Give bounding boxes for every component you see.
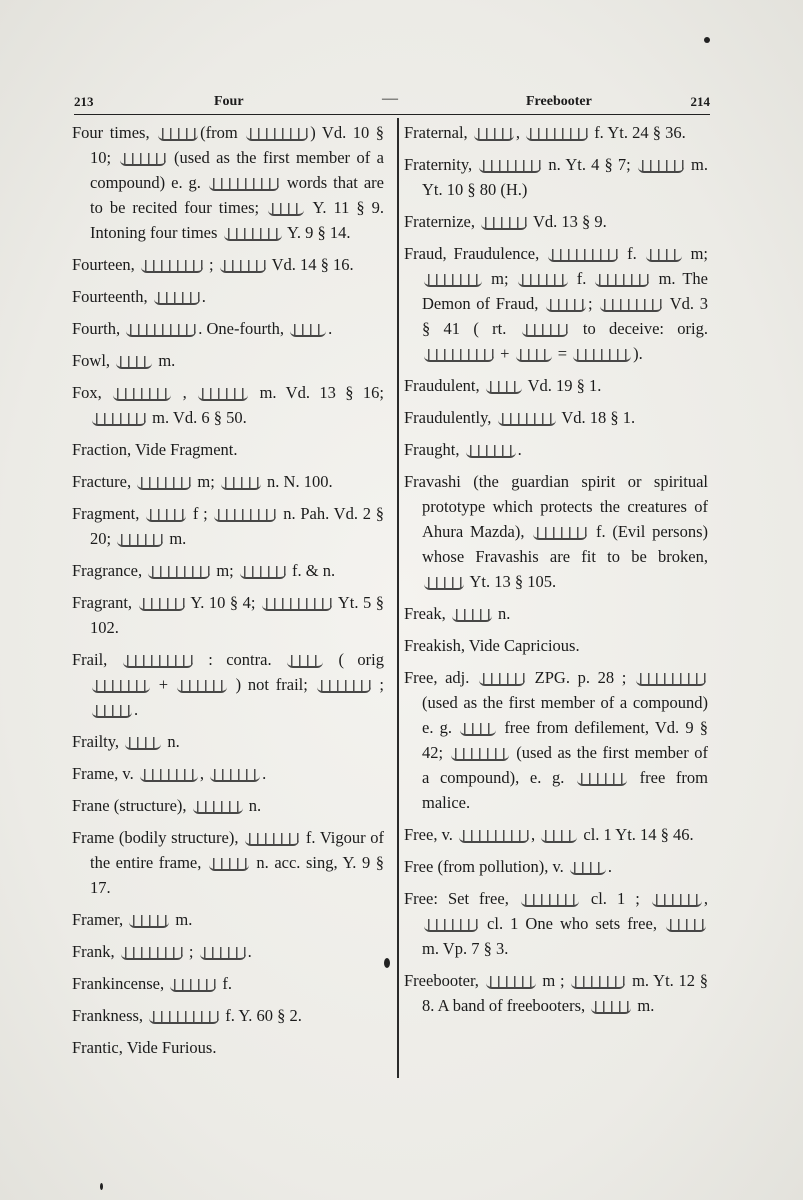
- entry-text: Frankincense,: [72, 974, 169, 993]
- entry-text: +: [496, 344, 514, 363]
- entry-text: Frantic, Vide Furious.: [72, 1038, 217, 1057]
- avestan-script-word: [666, 919, 706, 932]
- entry-text: Vd. 14 § 16.: [267, 255, 354, 274]
- entry-text: (used as the first member of a compound), e. g.: [422, 743, 708, 787]
- avestan-script-word: [137, 477, 191, 490]
- avestan-script-word: [521, 894, 579, 907]
- dictionary-entry: [404, 665, 708, 815]
- entry-text: Fragment,: [72, 504, 145, 523]
- entry-text: .: [262, 764, 267, 783]
- entry-text: Frankness,: [72, 1006, 148, 1025]
- avestan-script-word: [591, 1001, 631, 1014]
- entry-text: Y. 9 § 14.: [283, 223, 351, 242]
- avestan-script-word: [262, 598, 332, 611]
- entry-text: Fraud, Fraudulence,: [404, 244, 547, 263]
- entry-text: to deceive: orig.: [569, 319, 708, 338]
- entry-text: ) Vd. 10 § 10;: [90, 123, 384, 167]
- dictionary-entry: [404, 822, 708, 847]
- entry-text: .: [134, 700, 139, 719]
- entry-text: . One-fourth,: [198, 319, 289, 338]
- dictionary-entry: [72, 590, 384, 640]
- entry-text: m. The Demon of Fraud,: [422, 269, 708, 313]
- entry-text: m;: [193, 472, 219, 491]
- dictionary-entry: [72, 1003, 384, 1028]
- avestan-script-word: [287, 655, 323, 668]
- entry-text: n. Yt. 4 § 7;: [543, 155, 636, 174]
- entry-text: Frame (bodily structure),: [72, 828, 244, 847]
- entry-text: ) not frail;: [228, 675, 315, 694]
- entry-text: f. Vigour of the entire frame,: [90, 828, 384, 872]
- page-number-right: 214: [690, 94, 710, 109]
- avestan-script-word: [154, 292, 200, 305]
- entry-text: m;: [683, 244, 709, 263]
- entry-text: Fraught,: [404, 440, 464, 459]
- avestan-script-word: [240, 566, 286, 579]
- avestan-script-word: [170, 979, 216, 992]
- avestan-script-word: [486, 381, 522, 394]
- entry-text: Fraternal,: [404, 123, 472, 142]
- avestan-script-word: [158, 128, 198, 141]
- avestan-script-word: [92, 680, 150, 693]
- dictionary-entry: [72, 1035, 384, 1060]
- entry-text: Vd. 3 § 41 ( rt.: [422, 294, 708, 338]
- avestan-script-word: [522, 324, 568, 337]
- avestan-script-word: [198, 388, 248, 401]
- entry-text: Vd. 19 § 1.: [523, 376, 602, 395]
- entry-text: Frame, v.: [72, 764, 138, 783]
- entry-text: f. & n.: [287, 561, 336, 580]
- ink-spot: [100, 1183, 103, 1190]
- entry-text: f ;: [188, 504, 213, 523]
- entry-text: n.: [163, 732, 180, 751]
- avestan-script-word: [141, 260, 203, 273]
- guide-word-left: Four: [214, 94, 244, 109]
- entry-text: ,: [703, 889, 708, 908]
- entry-text: n. N. 100.: [262, 472, 333, 491]
- avestan-script-word: [573, 349, 631, 362]
- avestan-script-word: [451, 748, 509, 761]
- entry-text: ,: [199, 764, 209, 783]
- dictionary-entry: [72, 793, 384, 818]
- dictionary-entry: [404, 601, 708, 626]
- avestan-script-word: [123, 655, 193, 668]
- avestan-script-word: [479, 673, 525, 686]
- entry-text: ( orig: [325, 650, 385, 669]
- dictionary-entry: [404, 405, 708, 430]
- avestan-script-word: [126, 324, 196, 337]
- avestan-script-word: [533, 527, 587, 540]
- entry-text: ).: [633, 344, 643, 363]
- entry-text: ,: [173, 383, 197, 402]
- header-dash: —: [382, 90, 398, 107]
- avestan-script-word: [221, 477, 261, 490]
- avestan-script-word: [459, 830, 529, 843]
- avestan-script-word: [120, 153, 166, 166]
- entry-text: m.: [171, 910, 193, 929]
- entry-text: Fowl,: [72, 351, 115, 370]
- ink-spot: [704, 37, 710, 43]
- entry-text: cl. 1 ;: [580, 889, 650, 908]
- entry-text: m;: [484, 269, 516, 288]
- avestan-script-word: [116, 356, 152, 369]
- avestan-script-word: [571, 976, 625, 989]
- dictionary-entry: [72, 252, 384, 277]
- dictionary-entry: [72, 437, 384, 462]
- entry-text: Freakish, Vide Capricious.: [404, 636, 580, 655]
- entry-text: Frail,: [72, 650, 121, 669]
- dictionary-entry: [404, 373, 708, 398]
- entry-text: m.: [154, 351, 176, 370]
- avestan-script-word: [518, 274, 568, 287]
- dictionary-entry: [72, 469, 384, 494]
- entry-text: Frank,: [72, 942, 119, 961]
- avestan-script-word: [481, 217, 527, 230]
- page-number-left: 213: [74, 94, 94, 109]
- entry-text: m.: [165, 529, 187, 548]
- entry-text: Fragrance,: [72, 561, 147, 580]
- avestan-script-word: [541, 830, 577, 843]
- entry-text: cl. 1 One who sets free,: [480, 914, 664, 933]
- avestan-script-word: [220, 260, 266, 273]
- entry-text: Free (from pollution), v.: [404, 857, 568, 876]
- dictionary-entry: [72, 284, 384, 309]
- entry-text: Fraudulently,: [404, 408, 496, 427]
- entry-text: Freak,: [404, 604, 450, 623]
- avestan-script-word: [193, 801, 243, 814]
- dictionary-entry: [72, 348, 384, 373]
- entry-text: ,: [531, 825, 540, 844]
- ink-spot: [384, 958, 390, 968]
- avestan-script-word: [570, 862, 606, 875]
- dictionary-entry: [404, 854, 708, 879]
- dictionary-entry: [72, 501, 384, 551]
- avestan-script-word: [452, 609, 492, 622]
- dictionary-entry: [72, 761, 384, 786]
- avestan-script-word: [546, 299, 586, 312]
- avestan-script-word: [466, 445, 516, 458]
- avestan-script-word: [424, 919, 478, 932]
- entry-text: Frailty,: [72, 732, 124, 751]
- avestan-script-word: [117, 534, 163, 547]
- entry-text: m.: [633, 996, 655, 1015]
- right-column: [404, 120, 708, 1025]
- entry-text: (used as the first member of a compound) e. g.: [90, 148, 384, 192]
- entry-text: free from defilement, Vd. 9 § 42;: [422, 718, 708, 762]
- dictionary-entry: [404, 120, 708, 145]
- entry-text: +: [152, 675, 175, 694]
- avestan-script-word: [140, 769, 198, 782]
- entry-text: Fox,: [72, 383, 112, 402]
- running-header: [74, 86, 710, 115]
- entry-text: n.: [244, 796, 262, 815]
- entry-text: Fourth,: [72, 319, 125, 338]
- entry-text: Fraction, Vide Fragment.: [72, 440, 238, 459]
- entry-text: .: [607, 857, 613, 876]
- avestan-script-word: [113, 388, 171, 401]
- entry-text: Four times,: [72, 123, 157, 142]
- entry-text: Fraternity,: [404, 155, 478, 174]
- entry-text: .: [247, 942, 252, 961]
- entry-text: m. Vd. 13 § 16;: [250, 383, 384, 402]
- dictionary-entry: [72, 939, 384, 964]
- entry-text: m. Yt. 12 § 8. A band of freebooters,: [422, 971, 709, 1015]
- avestan-script-word: [486, 976, 536, 989]
- entry-text: Vd. 18 § 1.: [557, 408, 636, 427]
- avestan-script-word: [479, 160, 541, 173]
- entry-text: Free, adj.: [404, 668, 478, 687]
- dictionary-entry: [404, 886, 708, 961]
- avestan-script-word: [516, 349, 552, 362]
- avestan-script-word: [129, 915, 169, 928]
- entry-text: Y. 11 § 9. Intoning four times: [90, 198, 384, 242]
- avestan-script-word: [498, 413, 556, 426]
- dictionary-entry: [404, 241, 708, 366]
- dictionary-entry: [404, 152, 708, 202]
- entry-text: m;: [212, 561, 238, 580]
- avestan-script-word: [317, 680, 371, 693]
- entry-text: ;: [372, 675, 384, 694]
- avestan-script-word: [149, 1011, 219, 1024]
- entry-text: (from: [200, 123, 245, 142]
- entry-text: Y. 10 § 4;: [186, 593, 260, 612]
- entry-text: (used as the first member of a compound) e. g.: [422, 693, 708, 737]
- left-column: [72, 120, 384, 1067]
- avestan-script-word: [424, 274, 482, 287]
- entry-text: Yt. 13 § 105.: [466, 572, 557, 591]
- entry-text: Fragrant,: [72, 593, 137, 612]
- dictionary-entry: [72, 316, 384, 341]
- entry-text: Frane (structure),: [72, 796, 191, 815]
- avestan-script-word: [424, 577, 464, 590]
- avestan-script-word: [139, 598, 185, 611]
- avestan-script-word: [646, 249, 682, 262]
- dictionary-entry: [72, 971, 384, 996]
- entry-text: ;: [204, 255, 218, 274]
- entry-text: n. Pah. Vd. 2 § 20;: [90, 504, 384, 548]
- entry-text: f. Y. 60 § 2.: [221, 1006, 302, 1025]
- avestan-script-word: [474, 128, 514, 141]
- entry-text: m. Vp. 7 § 3.: [422, 939, 509, 958]
- entry-text: n. acc. sing, Y. 9 § 17.: [90, 853, 384, 897]
- avestan-script-word: [577, 773, 627, 786]
- entry-text: f. (Evil persons) whose Fravashis are fit to be broken,: [422, 522, 708, 566]
- entry-text: Yt. 5 § 102.: [90, 593, 384, 637]
- avestan-script-word: [210, 769, 260, 782]
- avestan-script-word: [246, 128, 308, 141]
- dictionary-entry: [404, 968, 708, 1018]
- entry-text: ;: [184, 942, 198, 961]
- entry-text: Fourteenth,: [72, 287, 152, 306]
- dictionary-entry: [72, 120, 384, 245]
- avestan-script-word: [526, 128, 588, 141]
- entry-text: ;: [588, 294, 599, 313]
- avestan-script-word: [177, 680, 227, 693]
- entry-text: f. Yt. 24 § 36.: [590, 123, 686, 142]
- entry-text: Fourteen,: [72, 255, 139, 274]
- entry-text: Fracture,: [72, 472, 136, 491]
- guide-word-right: Freebooter: [526, 94, 592, 109]
- avestan-script-word: [92, 705, 132, 718]
- entry-text: m ;: [537, 971, 570, 990]
- avestan-script-word: [125, 737, 161, 750]
- avestan-script-word: [424, 349, 494, 362]
- avestan-script-word: [148, 566, 210, 579]
- entry-text: Fravashi (the guardian spirit or spiritual prototype which protects the creatures of Ahura Mazda),: [404, 472, 708, 541]
- dictionary-entry: [404, 633, 708, 658]
- avestan-script-word: [121, 947, 183, 960]
- dictionary-entry: [404, 209, 708, 234]
- entry-text: Fraudulent,: [404, 376, 484, 395]
- entry-text: f.: [218, 974, 232, 993]
- entry-text: words that are to be recited four times;: [90, 173, 384, 217]
- entry-text: n.: [493, 604, 511, 623]
- entry-text: Fraternize,: [404, 212, 480, 231]
- avestan-script-word: [460, 723, 496, 736]
- avestan-script-word: [92, 413, 146, 426]
- avestan-script-word: [548, 249, 618, 262]
- entry-text: m. Yt. 10 § 80 (H.): [422, 155, 708, 199]
- avestan-script-word: [595, 274, 649, 287]
- avestan-script-word: [268, 203, 304, 216]
- avestan-script-word: [209, 858, 249, 871]
- entry-text: .: [517, 440, 522, 459]
- dictionary-entry: [404, 437, 708, 462]
- column-divider: [397, 118, 399, 1078]
- avestan-script-word: [224, 228, 282, 241]
- dictionary-entry: [72, 380, 384, 430]
- entry-text: Vd. 13 § 9.: [529, 212, 607, 231]
- avestan-script-word: [146, 509, 186, 522]
- dictionary-entry: [72, 558, 384, 583]
- entry-text: f.: [620, 244, 644, 263]
- dictionary-entry: [72, 825, 384, 900]
- entry-text: : contra.: [194, 650, 286, 669]
- dictionary-entry: [72, 907, 384, 932]
- avestan-script-word: [209, 178, 279, 191]
- entry-text: Freebooter,: [404, 971, 484, 990]
- entry-text: m. Vd. 6 § 50.: [148, 408, 247, 427]
- avestan-script-word: [600, 299, 662, 312]
- entry-text: .: [201, 287, 206, 306]
- avestan-script-word: [214, 509, 276, 522]
- avestan-script-word: [290, 324, 326, 337]
- dictionary-entry: [404, 469, 708, 594]
- avestan-script-word: [636, 673, 706, 686]
- avestan-script-word: [652, 894, 702, 907]
- entry-text: .: [328, 319, 333, 338]
- dictionary-entry: [72, 647, 384, 722]
- entry-text: cl. 1 Yt. 14 § 46.: [579, 825, 694, 844]
- avestan-script-word: [638, 160, 684, 173]
- entry-text: =: [553, 344, 572, 363]
- entry-text: f.: [569, 269, 594, 288]
- entry-text: Framer,: [72, 910, 128, 929]
- entry-text: Free, v.: [404, 825, 457, 844]
- entry-text: ZPG. p. 28 ;: [527, 668, 634, 687]
- entry-text: Free: Set free,: [404, 889, 519, 908]
- avestan-script-word: [200, 947, 246, 960]
- dictionary-entry: [72, 729, 384, 754]
- entry-text: free from malice.: [422, 768, 708, 812]
- entry-text: ,: [515, 123, 525, 142]
- avestan-script-word: [245, 833, 299, 846]
